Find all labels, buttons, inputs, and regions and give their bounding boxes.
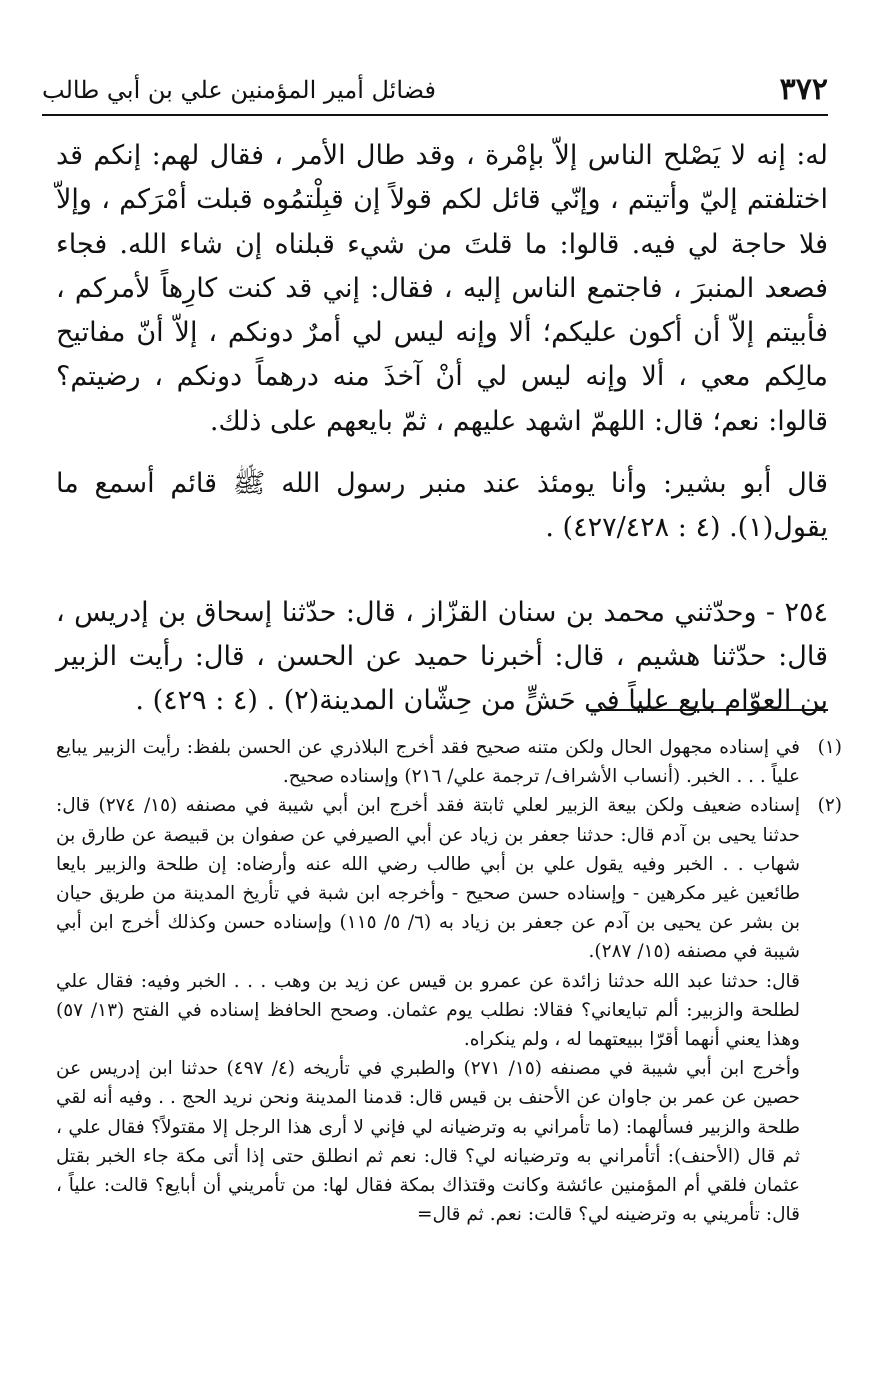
footnote-text [56,791,800,1229]
footnote-2-paragraph-1: إسناده ضعيف ولكن بيعة الزبير لعلي ثابتة فقد أخرج ابن أبي شيبة في مصنفه (١٥/ ٢٧٤) قال: حدثنا يحيى بن آدم قال: حدثنا جعفر بن زياد عن أبي الصيرفي عن صفوان بن قبيصة عن طارق بن شهاب . . الخبر وفيه يقول علي بن أبي طالب رضي الله عنه وأرضاه: إن طلحة والزبير بايعا طائعين غير مكرهين - وإسناده حسن صحيح - وأخرجه ابن شبة في تأريخ المدينة من طريق حيان بن بشر عن يحيى بن آدم عن جعفر بن زياد به (٦/ ٥/ ١١٥) وإسناده حسن وكذلك أخرج ابن أبي شيبة في مصنفه (١٥/ ٢٨٧). [56,795,800,963]
footnote-number: (١) [817,737,842,758]
page-number: ٣٧٢ [779,72,828,107]
footnote-text [56,733,800,791]
paragraph-gap [56,444,828,462]
paragraph-1: له: إنه لا يَصْلح الناس إلاّ بإمْرة ، وقد طال الأمر ، فقال لهم: إنكم قد اختلفتم إليّ وأتيتم ، وإنّي قائل لكم قولاً إن قبِلْتمُوه قبلت أمْرَكم ، وإلاّ فلا حاجة لي فيه. قالوا: ما قلتَ من شيء قبلناه إن شاء الله. فجاء فصعد المنبرَ ، فاجتمع الناس إليه ، فقال: إني قد كنت كارِهاً لأمركم ، فأبيتم إلاّ أن أكون عليكم؛ ألا وإنه ليس لي أمرٌ دونكم ، إلاّ أنّ مفاتيح مالِكم معي ، ألا وإنه ليس لي أنْ آخذَ منه درهماً دونكم ، رضيتم؟ قالوا: نعم؛ قال: اللهمّ اشهد عليهم ، ثمّ بايعهم على ذلك. [56,140,828,437]
page-header [42,70,828,110]
footnote-2-paragraph-3: وأخرج ابن أبي شيبة في مصنفه (١٥/ ٢٧١) والطبري في تأريخه (٤/ ٤٩٧) حدثنا ابن إدريس عن حصين عن عمر بن جاوان عن الأحنف بن قيس قال: قدمنا المدينة ونحن نريد الحج . . وفيه أنه لقي طلحة والزبير فسألهما: (ما تأمراني به وترضيانه لي فإني لا أرى هذا الرجل إلا مقتولاً؟ فقال علي ، ثم قال (الأحنف): أتأمراني به وترضيانه لي؟ قال: نعم ثم انطلق حتى إذا أتى مكة جاء الخبر بقتل عثمان فلقي أم المؤمنين عائشة وكانت وقتذاك بمكة فقال لها: من تأمريني أن أبايع؟ قالت: علياً ، قال: تأمريني به وترضينه لي؟ قالت: نعم. ثم قال= [56,1058,800,1226]
header-rule [42,114,828,116]
paragraph-2: قال أبو بشير: وأنا يومئذ عند منبر رسول الله ﷺ قائم أسمع ما يقول(١). (٤ : ٤٢٧/٤٢٨) . [56,468,828,544]
paragraph-3: ٢٥٤ - وحدّثني محمد بن سنان القزّاز ، قال: حدّثنا إسحاق بن إدريس ، قال: حدّثنا هشيم ، قال: أخبرنا حميد عن الحسن ، قال: رأيت الزبير بن العوّام بايع علياً في حَشٍّ من حِشّان المدينة(٢) . (٤ : ٤٢٩) . [56,596,828,717]
footnotes [56,733,842,1229]
footnote-separator [588,709,828,711]
footnote-2-paragraph-2: قال: حدثنا عبد الله حدثنا زائدة عن عمرو بن قيس عن زيد بن وهب . . . الخبر وفيه: فقال علي لطلحة والزبير: ألم تبايعاني؟ فقالا: نطلب يوم عثمان. وصحح الحافظ إسناده في الفتح (١٣/ ٥٧) وهذا يعني أنهما أقرّا ببيعتهما له ، ولم ينكراه. [56,970,800,1051]
footnote-2 [56,791,842,1229]
footnote-1-text: في إسناده مجهول الحال ولكن متنه صحيح فقد أخرج البلاذري عن الحسن بلفظ: رأيت الزبير يبايع علياً . . . الخبر. (أنساب الأشراف/ ترجمة علي/ ٢١٦) وإسناده صحيح. [56,737,800,788]
footnote-number: (٢) [817,795,842,817]
footnote-1 [56,733,842,791]
main-text [56,134,828,724]
paragraph-gap [56,551,828,591]
running-title: فضائل أمير المؤمنين علي بن أبي طالب [42,76,436,104]
